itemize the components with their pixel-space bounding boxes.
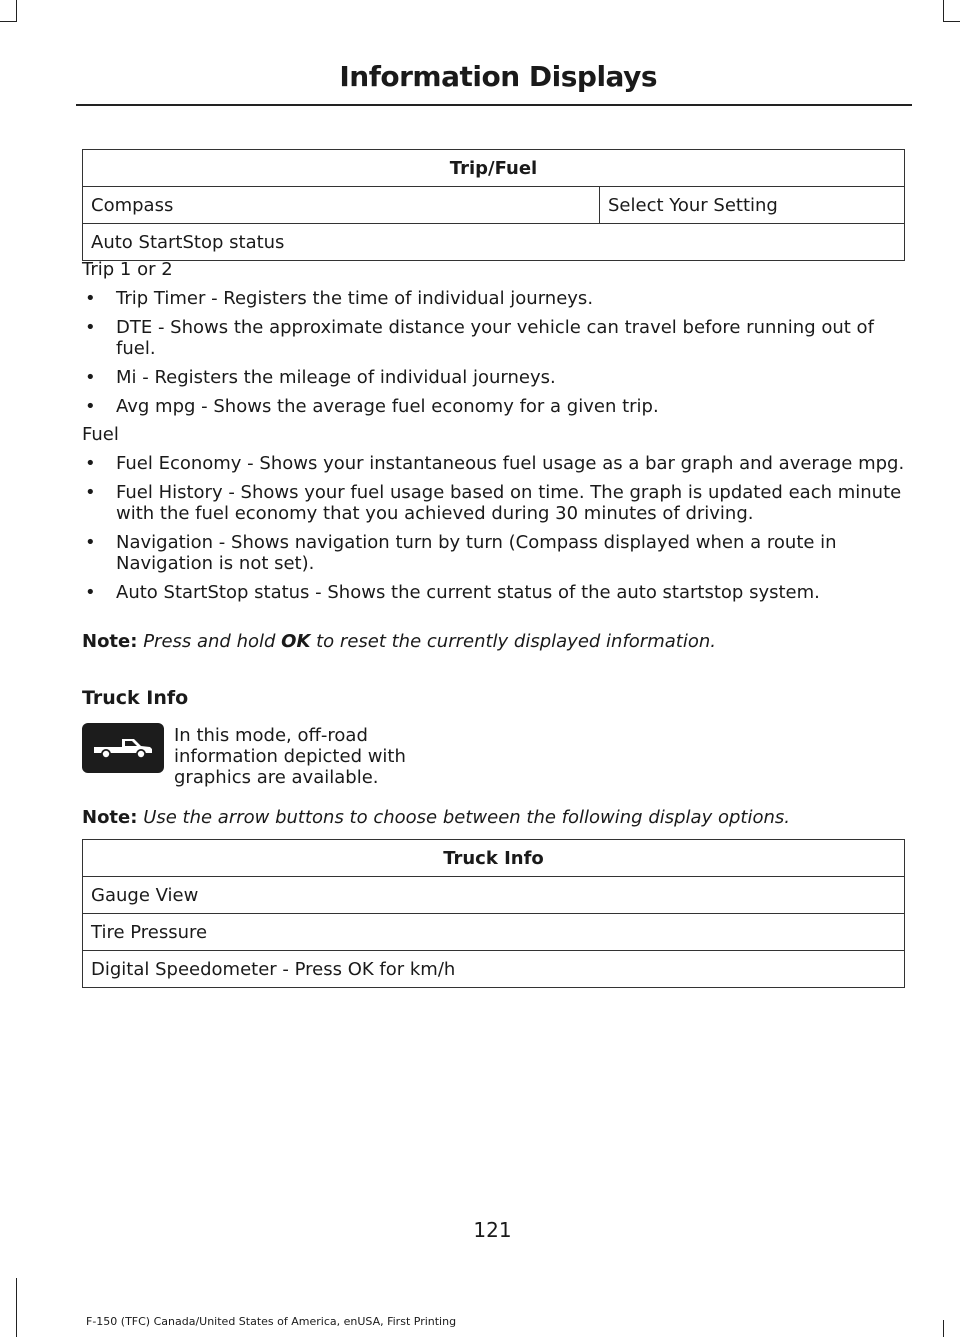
table-header: Truck Info bbox=[83, 840, 905, 877]
pickup-truck-icon bbox=[82, 723, 164, 773]
table-row bbox=[83, 877, 905, 914]
note bbox=[82, 807, 908, 828]
list-item: • Navigation - Shows navigation turn by turn (Compass displayed when a route in Navigation is not set). bbox=[82, 532, 908, 574]
list-item: • Trip Timer - Registers the time of individual journeys. bbox=[82, 288, 908, 309]
table-row bbox=[83, 951, 905, 988]
truck-info-table bbox=[82, 839, 905, 988]
print-info: F-150 (TFC) Canada/United States of America, enUSA, First Printing bbox=[86, 1315, 457, 1328]
table-cell: Tire Pressure bbox=[83, 914, 905, 951]
crop-mark bbox=[943, 0, 944, 22]
crop-mark bbox=[943, 1320, 944, 1337]
table-row bbox=[83, 914, 905, 951]
table-cell: Select Your Setting bbox=[600, 187, 905, 224]
list-item: • Auto StartStop status - Shows the current status of the auto startstop system. bbox=[82, 582, 908, 603]
section-label: Trip 1 or 2 bbox=[82, 259, 173, 280]
table-cell: Digital Speedometer - Press OK for km/h bbox=[83, 951, 905, 988]
note bbox=[82, 631, 908, 652]
fuel-section bbox=[82, 424, 908, 603]
ok-keyword: OK bbox=[281, 631, 311, 652]
note-text: Press and hold bbox=[143, 631, 282, 652]
crop-mark bbox=[16, 1278, 17, 1337]
note-label: Note: bbox=[82, 807, 138, 828]
table-cell: Compass bbox=[83, 187, 600, 224]
table-cell: Gauge View bbox=[83, 877, 905, 914]
list-item: • DTE - Shows the approximate distance your vehicle can travel before running out of fuel. bbox=[82, 317, 908, 359]
trip-section bbox=[82, 259, 908, 417]
page-title: Information Displays bbox=[339, 60, 657, 93]
list-item: • Fuel Economy - Shows your instantaneous fuel usage as a bar graph and average mpg. bbox=[82, 453, 908, 474]
note-text: to reset the currently displayed information. bbox=[310, 631, 716, 652]
note-label: Note: bbox=[82, 631, 138, 652]
table-header: Trip/Fuel bbox=[83, 150, 905, 187]
list-item: • Mi - Registers the mileage of individual journeys. bbox=[82, 367, 908, 388]
page-number: 121 bbox=[473, 1218, 512, 1242]
table-cell: Auto StartStop status bbox=[83, 224, 905, 261]
list-item: • Avg mpg - Shows the average fuel economy for a given trip. bbox=[82, 396, 908, 417]
truck-info-description: In this mode, off-road information depicted with graphics are available. bbox=[174, 725, 406, 788]
table-row bbox=[83, 187, 905, 224]
crop-mark bbox=[0, 21, 16, 22]
table-row bbox=[83, 224, 905, 261]
crop-mark bbox=[944, 21, 960, 22]
crop-mark bbox=[16, 0, 17, 22]
pickup-truck-icon bbox=[92, 735, 154, 761]
header-rule bbox=[76, 104, 912, 106]
section-label: Fuel bbox=[82, 424, 119, 445]
section-heading: Truck Info bbox=[82, 687, 189, 709]
list-item: • Fuel History - Shows your fuel usage based on time. The graph is updated each minute with the fuel economy that you achieved during 30 minutes of driving. bbox=[82, 482, 908, 524]
note-text: Use the arrow buttons to choose between the following display options. bbox=[143, 807, 790, 828]
trip-fuel-table bbox=[82, 149, 905, 261]
